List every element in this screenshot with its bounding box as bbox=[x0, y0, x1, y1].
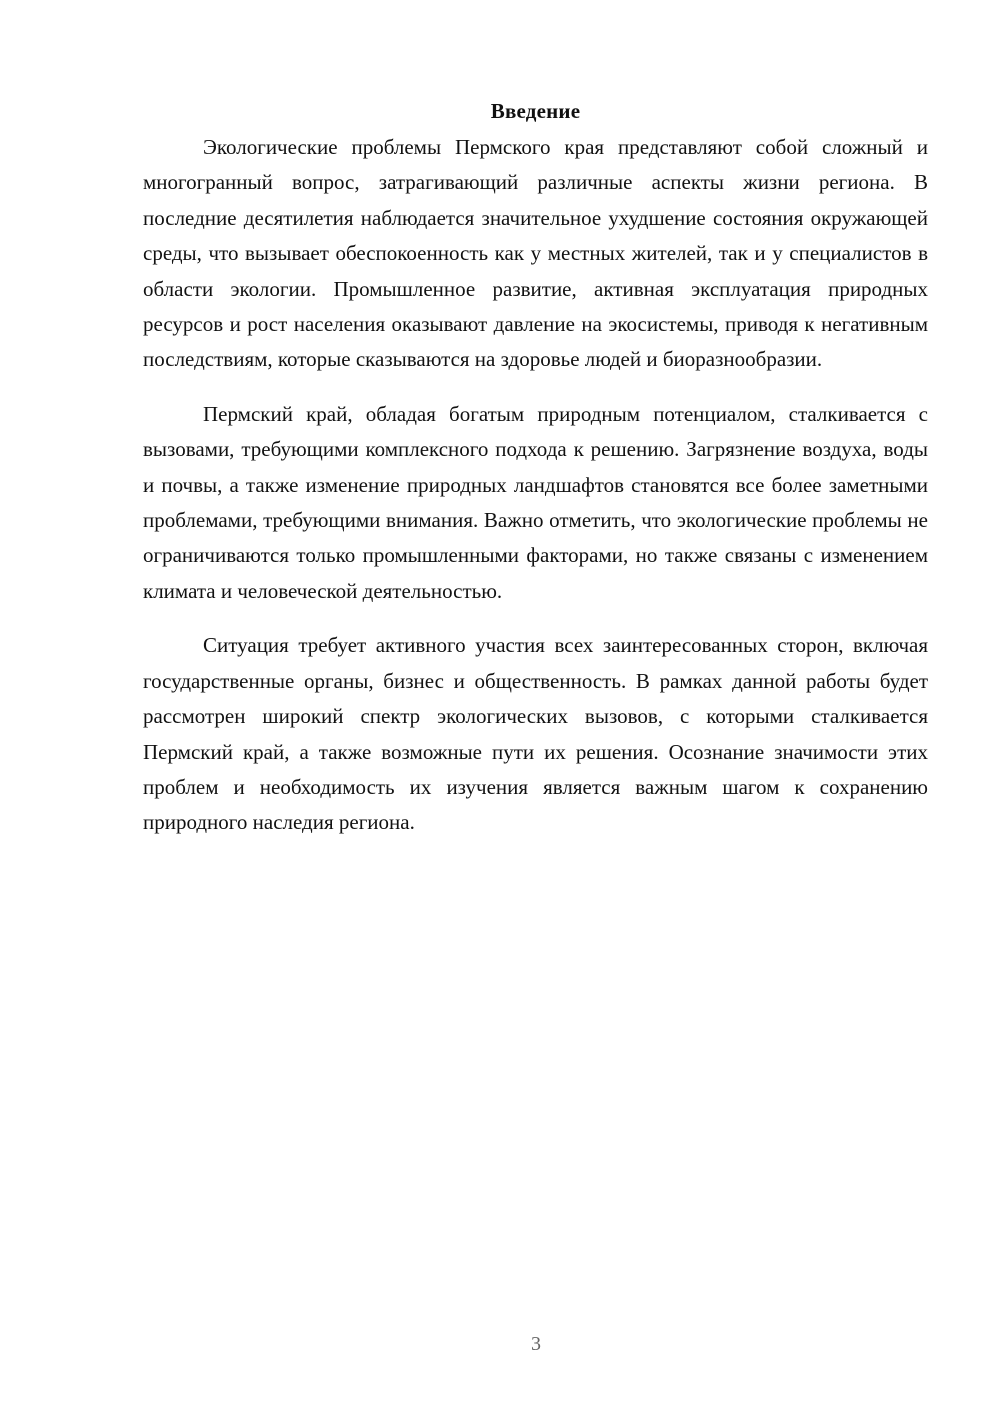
page-content bbox=[143, 96, 928, 860]
page-number: 3 bbox=[531, 1333, 541, 1355]
paragraph-3: Ситуация требует активного участия всех заинтересованных сторон, включая государственные органы, бизнес и общественность. В рамках данной работы будет рассмотрен широкий спектр экологических вызовов, с которыми сталкивается Пермский край, а также возможные пути их решения. Осознание значимости этих проблем и необходимость их изучения является важным шагом к сохранению природного наследия региона. bbox=[143, 633, 928, 835]
paragraph-2: Пермский край, обладая богатым природным потенциалом, сталкивается с вызовами, требующими комплексного подхода к решению. Загрязнение воздуха, воды и почвы, а также изменение природных ландшафтов становятся все более заметными проблемами, требующими внимания. Важно отметить, что экологические проблемы не ограничиваются только промышленными факторами, но также связаны с изменением климата и человеческой деятельностью. bbox=[143, 401, 928, 603]
paragraph-1: Экологические проблемы Пермского края представляют собой сложный и многогранный вопрос, затрагивающий различные аспекты жизни региона. В последние десятилетия наблюдается значительное ухудшение состояния окружающей среды, что вызывает обеспокоенность как у местных жителей, так и у специалистов в области экологии. Промышленное развитие, активная эксплуатация природных ресурсов и рост населения оказывают давление на экосистемы, приводя к негативным последствиям, которые сказываются на здоровье людей и биоразнообразии. bbox=[143, 135, 928, 372]
section-title: Введение bbox=[490, 99, 581, 123]
